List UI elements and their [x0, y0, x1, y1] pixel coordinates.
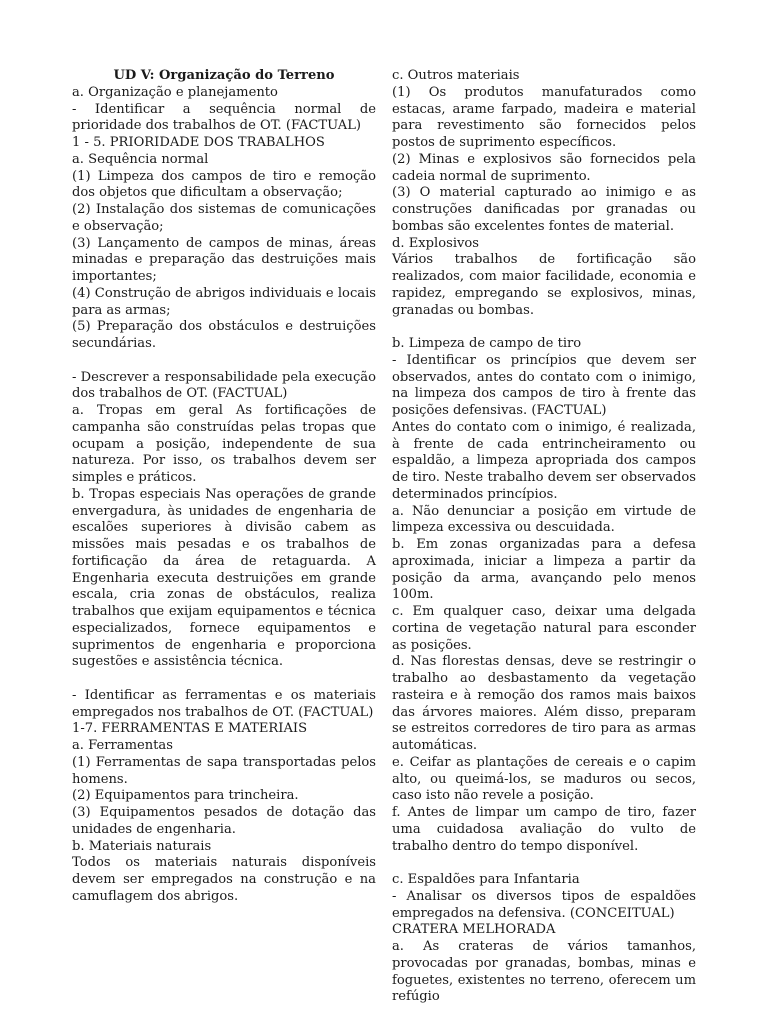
section-heading: c. Espaldões para Infantaria	[392, 872, 580, 887]
list-item: (1) Limpeza dos campos de tiro e remoção dos objetos que dificultam a observação;	[72, 168, 376, 201]
list-item: e. Ceifar as plantações de cereais e o capim alto, ou queimá-los, se maduros ou secos, caso isto não revele a posição.	[392, 754, 696, 804]
list-item: (2) Instalação dos sistemas de comunicações e observação;	[72, 202, 376, 234]
section-heading: b. Limpeza de campo de tiro	[392, 336, 582, 351]
list-item: (5) Preparação dos obstáculos e destruições secundárias.	[72, 319, 376, 351]
subsection-heading: a. Ferramentas	[72, 738, 173, 753]
body-paragraph: b. Tropas especiais Nas operações de grande envergadura, às unidades de engenharia de escalões superiores à divisão cabem as missões mais pesadas e os trabalhos de fortificação da área de retaguarda. A Engenharia executa destruições em grande escala, cria zonas de obstáculos, realiza trabalhos que exijam equipamentos e técnica especializados, fornece equipamentos e suprimentos de engenharia e proporciona sugestões e assistência técnica.	[72, 486, 376, 670]
section-heading: 1-7. FERRAMENTAS E MATERIAIS	[72, 721, 308, 737]
body-paragraph: Antes do contato com o inimigo, é realizada, à frente de cada entrincheiramento ou espaldão, a limpeza apropriada dos campos de tiro. Neste trabalho devem ser observados determinados princípios.	[392, 419, 696, 502]
subsection-heading: c. Outros materiais	[392, 68, 520, 83]
body-paragraph: Todos os materiais naturais disponíveis devem ser empregados na construção e na camuflagem dos abrigos.	[72, 855, 376, 904]
paragraph-spacer	[72, 353, 376, 370]
subsection-heading: b. Materiais naturais	[72, 838, 212, 854]
body-paragraph: a. Tropas em geral As fortificações de campanha são construídas pelas tropas que ocupam a posição, independente de sua natureza. Por isso, os trabalhos devem ser simples e práticos.	[72, 403, 376, 485]
section-heading: 1 - 5. PRIORIDADE DOS TRABALHOS	[72, 135, 325, 150]
list-item: b. Em zonas organizadas para a defesa aproximada, iniciar a limpeza a partir da posição da arma, avançando pelo menos 100m.	[392, 537, 696, 603]
body-paragraph: a. As crateras de vários tamanhos, provocadas por granadas, bombas, minas e foguetes, existentes no terreno, oferecem um refúgio	[392, 939, 696, 1005]
list-item: (3) O material capturado ao inimigo e as construções danificadas por granadas ou bombas são excelentes fontes de material.	[392, 185, 696, 234]
list-item: d. Nas florestas densas, deve se restringir o trabalho ao desbastamento da vegetação rasteira e à remoção dos ramos mais baixos das árvores maiores. Além disso, preparam se estreitos corredores de tiro para as armas automáticas.	[392, 654, 696, 753]
list-item: (4) Construção de abrigos individuais e locais para as armas;	[72, 285, 376, 318]
objective-paragraph: - Descrever a responsabilidade pela execução dos trabalhos de OT. (FACTUAL)	[72, 369, 376, 402]
section-heading: a. Organização e planejamento	[72, 84, 278, 100]
subsection-heading: a. Sequência normal	[72, 151, 209, 167]
document-title: UD V: Organização do Terreno	[113, 68, 335, 83]
paragraph-spacer	[72, 671, 376, 688]
subsection-heading: d. Explosivos	[392, 235, 480, 251]
objective-paragraph: - Identificar as ferramentas e os materiais empregados nos trabalhos de OT. (FACTUAL)	[72, 687, 376, 720]
section-heading: CRATERA MELHORADA	[392, 922, 556, 938]
list-item: (3) Equipamentos pesados de dotação das unidades de engenharia.	[72, 805, 376, 837]
objective-paragraph: - Identificar a sequência normal de prioridade dos trabalhos de OT. (FACTUAL)	[72, 101, 376, 134]
list-item: (3) Lançamento de campos de minas, áreas minadas e preparação das destruições mais importantes;	[72, 235, 376, 284]
list-item: (1) Os produtos manufaturados como estacas, arame farpado, madeira e material para revestimento são fornecidos pelos postos de suprimento específicos.	[392, 84, 696, 150]
list-item: (1) Ferramentas de sapa transportadas pelos homens.	[72, 754, 376, 787]
body-paragraph: Vários trabalhos de fortificação são realizados, com maior facilidade, economia e rapidez, empregando se explosivos, minas, granadas ou bombas.	[392, 252, 696, 318]
objective-paragraph: - Identificar os princípios que devem ser observados, antes do contato com o inimigo, na limpeza dos campos de tiro à frente das posições defensivas. (FACTUAL)	[392, 352, 696, 418]
list-item: c. Em qualquer caso, deixar uma delgada cortina de vegetação natural para esconder as posições.	[392, 604, 696, 653]
list-item: (2) Minas e explosivos são fornecidos pela cadeia normal de suprimento.	[392, 151, 696, 184]
paragraph-spacer	[392, 855, 696, 872]
left-column	[72, 68, 376, 906]
list-item: f. Antes de limpar um campo de tiro, fazer uma cuidadosa avaliação do vulto de trabalho dentro do tempo disponível.	[392, 805, 696, 854]
objective-paragraph: - Analisar os diversos tipos de espaldões empregados na defensiva. (CONCEITUAL)	[392, 888, 696, 921]
list-item: a. Não denunciar a posição em virtude de limpeza excessiva ou descuidada.	[392, 503, 696, 536]
paragraph-spacer	[392, 319, 696, 336]
list-item: (2) Equipamentos para trincheira.	[72, 788, 299, 804]
right-column	[392, 68, 696, 1006]
